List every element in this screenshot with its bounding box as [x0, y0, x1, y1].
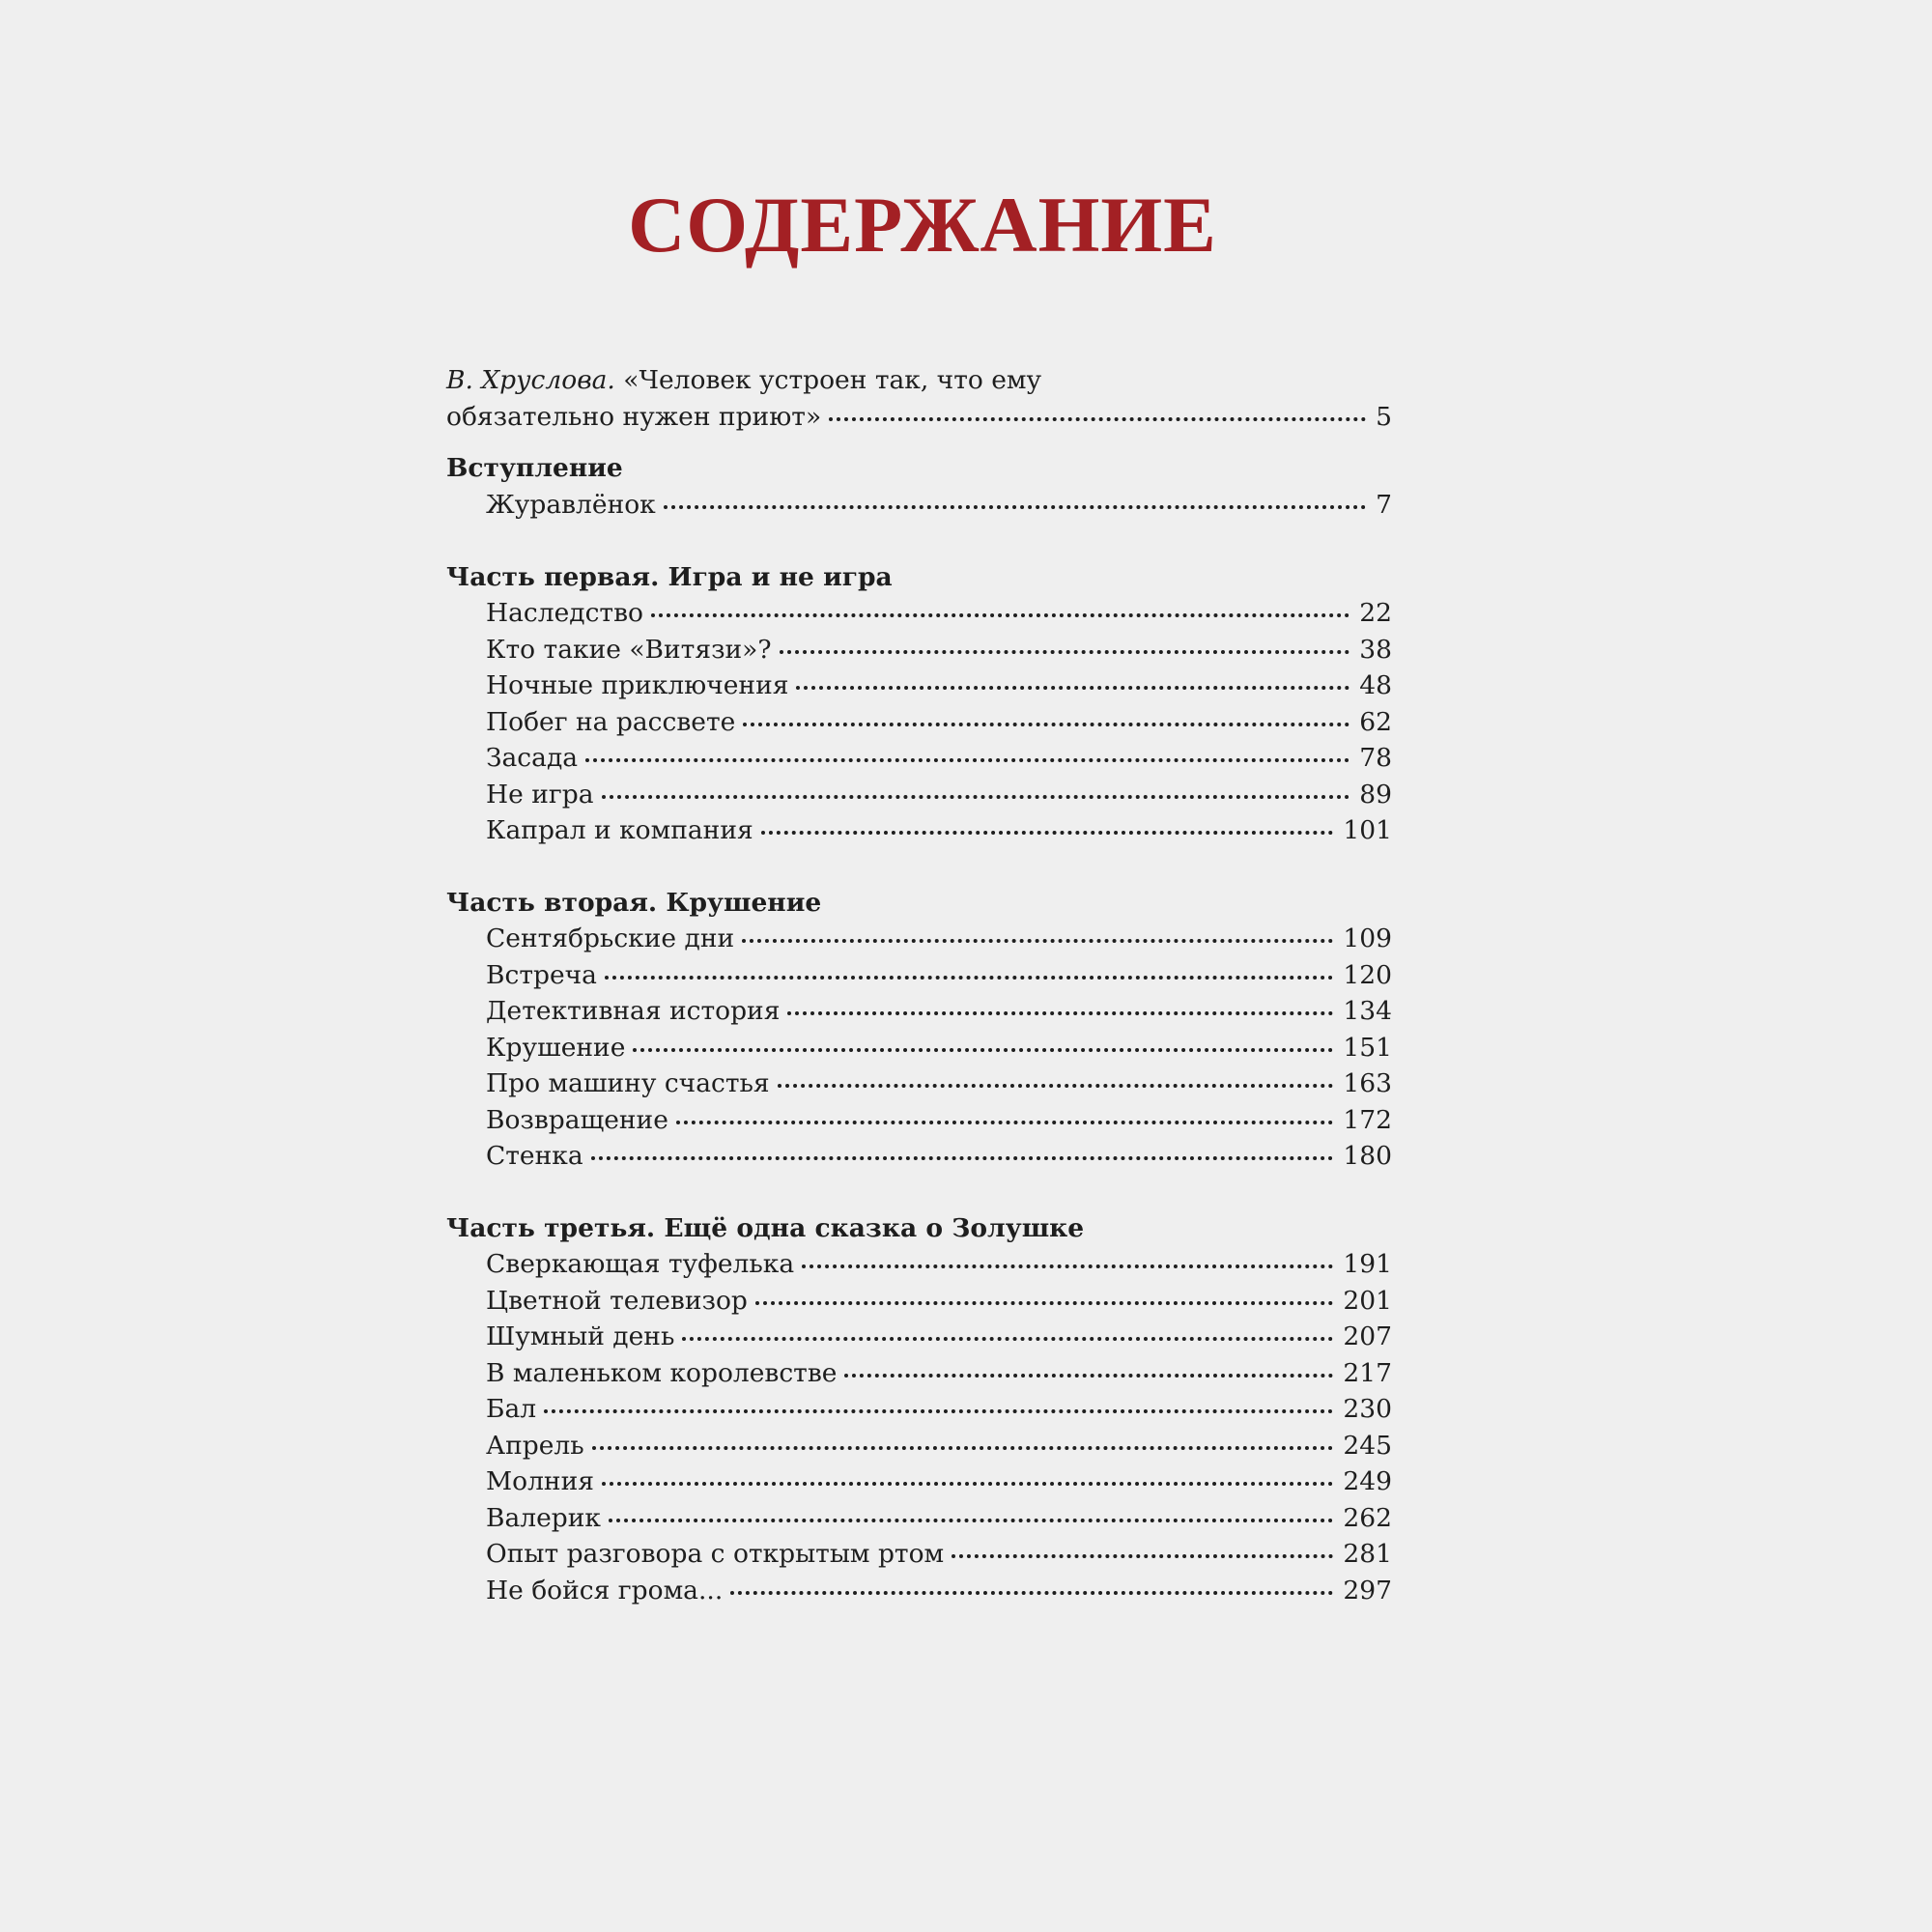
section-heading-part-1: Часть первая. Игра и не игра	[446, 562, 893, 592]
dot-leader	[829, 417, 1366, 421]
entry-title: Детективная история	[486, 996, 781, 1026]
page-number: 62	[1359, 706, 1392, 737]
toc-entry[interactable]	[486, 1427, 1392, 1465]
page-number: 201	[1343, 1285, 1392, 1316]
page-title: СОДЕРЖАНИЕ	[628, 181, 1217, 269]
toc-entry[interactable]	[486, 631, 1392, 669]
entry-title: В маленьком королевстве	[486, 1357, 838, 1388]
entry-title: Цветной телевизор	[486, 1285, 748, 1316]
entry-title: Ночные приключения	[486, 670, 789, 700]
toc-entry[interactable]	[486, 1499, 1392, 1538]
toc-entry[interactable]	[486, 776, 1392, 814]
page-number: 120	[1343, 959, 1392, 990]
dot-leader	[605, 976, 1333, 980]
toc-entry[interactable]	[486, 1318, 1392, 1356]
entry-title: Про машину счастья	[486, 1068, 770, 1098]
toc-entry[interactable]	[486, 992, 1392, 1031]
toc-entry[interactable]	[486, 1463, 1392, 1501]
page-number: 230	[1343, 1394, 1392, 1424]
dot-leader	[592, 1446, 1334, 1450]
page-number: 191	[1343, 1249, 1392, 1279]
preface-title-line-1: «Человек устроен так, что ему	[623, 365, 1042, 395]
page-number: 109	[1343, 923, 1392, 953]
page-number: 245	[1343, 1430, 1392, 1461]
entry-title: Апрель	[486, 1430, 584, 1461]
entry-title: Не игра	[486, 779, 594, 810]
preface-author: В. Хруслова.	[446, 365, 615, 395]
dot-leader	[602, 795, 1350, 799]
entry-title: Крушение	[486, 1032, 626, 1063]
toc-entry[interactable]	[486, 1572, 1392, 1610]
page-number: 5	[1376, 402, 1392, 432]
toc-entry[interactable]	[486, 703, 1392, 742]
toc-entry[interactable]	[486, 1137, 1392, 1176]
toc-entry[interactable]	[486, 1535, 1392, 1574]
dot-leader	[778, 1084, 1334, 1088]
dot-leader	[743, 723, 1350, 726]
toc-entry[interactable]	[486, 920, 1392, 958]
entry-title: Молния	[486, 1466, 594, 1496]
dot-leader	[755, 1301, 1334, 1305]
dot-leader	[651, 613, 1350, 617]
toc-entry[interactable]	[486, 1101, 1392, 1140]
preface-line-1	[446, 361, 1041, 400]
dot-leader	[602, 1482, 1333, 1486]
toc-entry[interactable]	[486, 486, 1392, 525]
toc-entry[interactable]	[486, 1282, 1392, 1321]
dot-leader	[682, 1337, 1333, 1341]
page-number: 7	[1376, 490, 1392, 520]
page-number: 163	[1343, 1068, 1392, 1098]
page-number: 262	[1343, 1502, 1392, 1533]
toc-entry[interactable]	[486, 594, 1392, 633]
page-number: 38	[1359, 634, 1392, 665]
dot-leader	[796, 686, 1350, 690]
toc-entry[interactable]	[486, 811, 1392, 850]
page-number: 151	[1343, 1032, 1392, 1063]
entry-title: Возвращение	[486, 1104, 668, 1135]
page-number: 48	[1359, 670, 1392, 700]
page-number: 249	[1343, 1466, 1392, 1496]
entry-title: Журавлёнок	[486, 490, 656, 520]
entry-title: Не бойся грома...	[486, 1575, 724, 1605]
entry-title: Сентябрьские дни	[486, 923, 735, 953]
page-number: 101	[1343, 815, 1392, 845]
page-number: 207	[1343, 1321, 1392, 1351]
dot-leader	[730, 1591, 1333, 1595]
page-number: 281	[1343, 1539, 1392, 1569]
preface-title-line-2: обязательно нужен приют»	[446, 402, 822, 432]
dot-leader	[585, 758, 1350, 762]
dot-leader	[780, 650, 1350, 654]
dot-leader	[844, 1374, 1333, 1378]
toc-entry[interactable]	[486, 1245, 1392, 1284]
entry-title: Бал	[486, 1394, 537, 1424]
section-heading-part-2: Часть вторая. Крушение	[446, 888, 822, 918]
entry-title: Засада	[486, 743, 579, 773]
page-number: 217	[1343, 1357, 1392, 1388]
toc-entry[interactable]	[486, 1065, 1392, 1103]
dot-leader	[676, 1121, 1334, 1124]
dot-leader	[633, 1048, 1333, 1052]
entry-title: Шумный день	[486, 1321, 675, 1351]
toc-entry[interactable]	[486, 1390, 1392, 1429]
page-number: 89	[1359, 779, 1392, 810]
entry-title: Капрал и компания	[486, 815, 753, 845]
toc-entry[interactable]	[486, 667, 1392, 705]
toc-entry[interactable]	[486, 956, 1392, 995]
dot-leader	[952, 1554, 1333, 1558]
page-number: 297	[1343, 1575, 1392, 1605]
preface-entry[interactable]	[446, 398, 1392, 437]
entry-title: Встреча	[486, 959, 597, 990]
dot-leader	[742, 939, 1333, 943]
section-heading-intro: Вступление	[446, 453, 623, 483]
entry-title: Кто такие «Витязи»?	[486, 634, 772, 665]
dot-leader	[761, 831, 1334, 835]
dot-leader	[664, 505, 1366, 509]
entry-title: Стенка	[486, 1141, 583, 1171]
entry-title: Сверкающая туфелька	[486, 1249, 795, 1279]
page-number: 22	[1359, 598, 1392, 628]
toc-entry[interactable]	[486, 739, 1392, 778]
entry-title: Побег на рассвете	[486, 706, 736, 737]
page-number: 172	[1343, 1104, 1392, 1135]
dot-leader	[787, 1011, 1333, 1015]
entry-title: Опыт разговора с открытым ртом	[486, 1539, 945, 1569]
dot-leader	[591, 1156, 1334, 1160]
toc-entry[interactable]	[486, 1354, 1392, 1393]
page-number: 78	[1359, 743, 1392, 773]
dot-leader	[802, 1264, 1333, 1268]
section-heading-part-3: Часть третья. Ещё одна сказка о Золушке	[446, 1213, 1085, 1243]
toc-entry[interactable]	[486, 1029, 1392, 1067]
entry-title: Наследство	[486, 598, 643, 628]
page-number: 134	[1343, 996, 1392, 1026]
dot-leader	[544, 1409, 1333, 1413]
entry-title: Валерик	[486, 1502, 601, 1533]
page-number: 180	[1343, 1141, 1392, 1171]
dot-leader	[609, 1519, 1333, 1522]
